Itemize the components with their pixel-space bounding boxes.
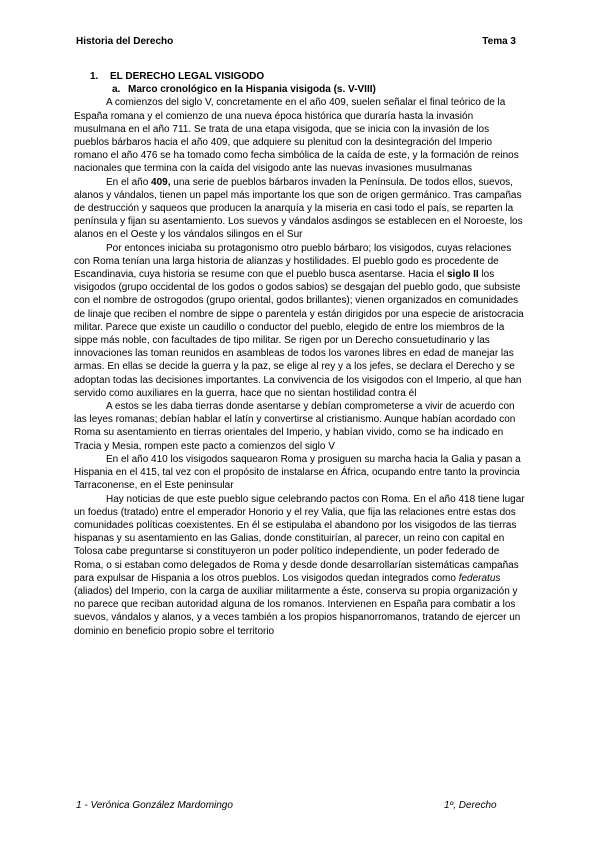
- paragraph-2-text-a: En el año: [106, 176, 152, 188]
- subsection-letter: a.: [112, 84, 121, 96]
- paragraph-2-bold: 409,: [151, 176, 171, 188]
- section-number: 1.: [90, 71, 99, 82]
- paragraph-4: A estos se les daba tierras donde asentarse y debían comprometerse a vivir de acuerdo con las leyes romanas; debían hablar el latín y convertirse al cristianismo. Aunque habían acordado con Roma su asentamiento en tierras orientales del Imperio, y habían vivido, como se ha indicado en Tracia y Mesia, rompen este pacto a comienzos del siglo V: [74, 401, 516, 452]
- paragraph-6-italic: federatus: [458, 572, 501, 584]
- paragraph-3-bold: siglo II: [447, 269, 479, 281]
- paragraph-6: [74, 493, 526, 638]
- paragraph-3-text-a: Por entonces iniciaba su protagonismo otro pueblo bárbaro; los visigodos, cuyas relaciones con Roma tenían una larga historia de alianzas y hostilidades. El pueblo godo es procedente de Escandinavia, cuya historia se resume con que el pueblo busca asentarse. Hacia el: [74, 242, 512, 281]
- paragraph-5: En el año 410 los visigodos saquearon Roma y prosiguen su marcha hacia la Galia y pasan a Hispania en el 415, tal vez con el propósito de instalarse en África, ocupando entre tanto la provincia Tarraconense, en el Este peninsular: [74, 453, 521, 492]
- page-header: [76, 36, 524, 50]
- section-heading: [90, 70, 526, 83]
- section-title: EL DERECHO LEGAL VISIGODO: [110, 71, 265, 82]
- document-body: [74, 70, 526, 638]
- paragraph-3: [74, 242, 526, 400]
- paragraph-6-text-a: Hay noticias de que este pueblo sigue celebrando pactos con Roma. En el año 418 tiene lugar un foedus (tratado) entre el emperador Honorio y el rey Valia, que fija las relaciones entre estas dos comunidades políticas coexistentes. En él se estipulaba el abandono por los visigodos de las tierras hispanas y su asentamiento en las Galias, donde constituirían, al parecer, un reino con capital en Tolosa cabe preguntarse si constituyeron un poder político independiente, un poder federado de Roma, o si estaban como delegados de Roma y desde donde desarrollarían sistemáticas campañas para expulsar de Hispania a los otros pueblos. Los visigodos quedan integrados como: [74, 493, 525, 584]
- header-topic: Tema 3: [482, 36, 516, 47]
- subsection-heading: [112, 83, 526, 96]
- subsection-title: Marco cronológico en la Hispania visigoda (s. V-VIII): [128, 84, 376, 96]
- paragraph-6-text-b: (aliados) del Imperio, con la carga de auxiliar militarmente a éste, conserva su propia organización y no parece que reciban autoridad alguna de los romanos. Intervienen en España para combatir a los suevos, vándalos y alanos, y a veces también a los propios hispanorromanos, tratando de ejercer un dominio en beneficio propio sobre el territorio: [74, 585, 521, 637]
- page-footer: [76, 800, 524, 814]
- footer-course: 1º, Derecho: [444, 800, 497, 811]
- footer-author: 1 - Verónica González Mardomingo: [76, 800, 233, 811]
- paragraph-1: A comienzos del siglo V, concretamente en el año 409, suelen señalar el final teórico de la España romana y el comienzo de una nueva época histórica que duraría hasta la invasión musulmana en el año 711. Se trata de una etapa visigoda, que se inicia con la invasión de los pueblos bárbaros hacia el año 409, que adquiere su plenitud con la desintegración del Imperio romano el año 476 se ha tomado como fecha simbólica de la caída de este, y la formación de reinos nacionales que termina con la caída del visigodo ante las nuevas invasiones musulmanas: [74, 97, 519, 175]
- paragraph-2: [74, 176, 526, 242]
- paragraph-3-text-b: los visigodos (grupo occidental de los godos o godos sabios) se desgajan del pueblo godo, que subsiste con el nombre de ostrogodos (grupo oriental, godos brillantes); vienen organizados en comunidades de linaje que reciben el nombre de sippe o parentela y están dirigidos por una especie de aristocracia militar. Parece que existe un caudillo o conductor del pueblo, elegido de entre los miembros de la sippe más noble, con facultades de tipo militar. Se rigen por un Derecho consuetudinario y las innovaciones las toman reunidos en asambleas de todos los varones libres en edad de manejar las armas. En ellas se decide la guerra y la paz, se elige al rey y a los jefes, se declara el Derecho y se adoptan todas las decisiones importantes. La convivencia de los visigodos con el Imperio, al que han servido como auxiliares en la guerra, hace que no sientan hostilidad contra él: [74, 269, 524, 399]
- header-course-title: Historia del Derecho: [76, 36, 174, 47]
- paragraph-2-text-b: una serie de pueblos bárbaros invaden la Península. De todos ellos, suevos, alanos y vándalos, tienen un papel más importante los que son de origen germánico. Tras campañas de destrucción y saqueos que producen la anarquía y la miseria en casi todo el país, se reparten la península y fijan su asentamiento. Los suevos y vándalos asdingos se establecen en el Noroeste, los alanos en el Oeste y los vándalos silingos en el Sur: [74, 176, 523, 241]
